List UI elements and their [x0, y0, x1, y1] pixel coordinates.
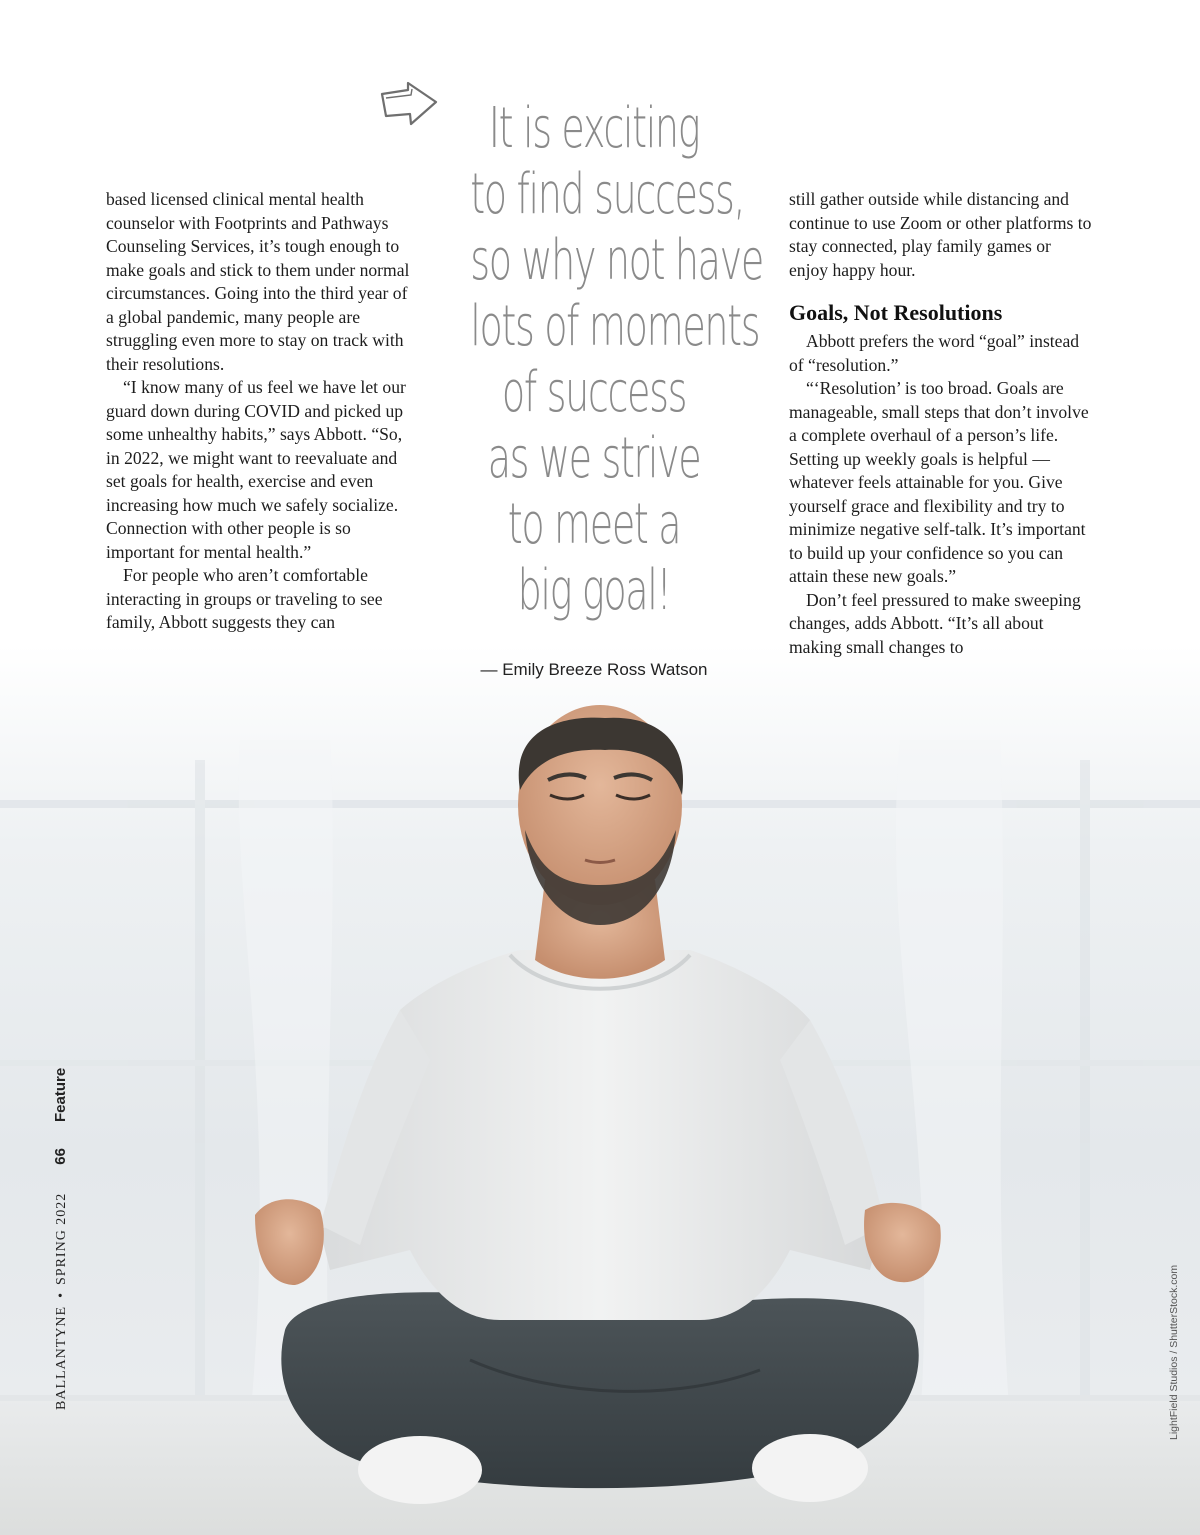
article-left-column — [106, 188, 410, 635]
pull-quote-line: big goal! — [517, 558, 671, 623]
pull-quote — [412, 96, 776, 624]
publication-name: BALLANTYNE — [54, 1305, 69, 1410]
pull-quote-line: of success — [501, 360, 687, 425]
right-paragraph-2: “‘Resolution’ is too broad. Goals are manageable, small steps that don’t involve a complete overhaul of a person’s life. Setting up weekly goals is helpful — whatever feels attainable for you. Give yourself grace and flexibility and try to minimize negative self-talk. It’s important to build up your confidence so you can attain these new goals.” — [789, 378, 1089, 586]
pull-quote-line: as we strive — [487, 426, 701, 491]
folio-separator: • — [54, 1292, 69, 1298]
right-paragraph-intro: still gather outside while distancing and continue to use Zoom or other platforms to stay connected, play family games or enjoy happy hour. — [789, 189, 1092, 280]
left-paragraph-2: “I know many of us feel we have let our guard down during COVID and picked up some unhealthy habits,” says Abbott. “So, in 2022, we might want to reevaluate and set goals for health, exercise and even increasing how much we safely socialize. Connection with other people is so important for mental health.” — [106, 377, 406, 562]
pull-quote-line: lots of moments — [470, 294, 760, 359]
left-paragraph-3: For people who aren’t comfortable interacting in groups or traveling to see family, Abbott suggests they can — [106, 565, 383, 632]
article-right-column — [789, 188, 1093, 659]
left-paragraph-1: based licensed clinical mental health counselor with Footprints and Pathways Counseling Services, it’s tough enough to make goals and stick to them under normal circumstances. Going into the third year of a global pandemic, many people are struggling even more to stay on track with their resolutions. — [106, 189, 410, 374]
pull-quote-line: It is exciting — [488, 96, 700, 161]
pull-quote-line: to find success, — [470, 162, 745, 227]
section-subhead: Goals, Not Resolutions — [789, 300, 1003, 325]
right-paragraph-3: Don’t feel pressured to make sweeping changes, adds Abbott. “It’s all about making small changes to — [789, 589, 1081, 657]
pull-quote-attribution: — Emily Breeze Ross Watson — [480, 660, 708, 679]
issue-date: SPRING 2022 — [54, 1192, 69, 1285]
section-label: Feature — [52, 1067, 69, 1122]
right-paragraph-1: Abbott prefers the word “goal” instead of “resolution.” — [789, 331, 1080, 375]
pull-quote-line: to meet a — [507, 492, 681, 557]
photo-credit-text: LightField Studios / ShutterStock.com — [1168, 1264, 1180, 1440]
pull-quote-line: so why not have — [470, 228, 763, 293]
page-number: 66 — [52, 1148, 69, 1165]
